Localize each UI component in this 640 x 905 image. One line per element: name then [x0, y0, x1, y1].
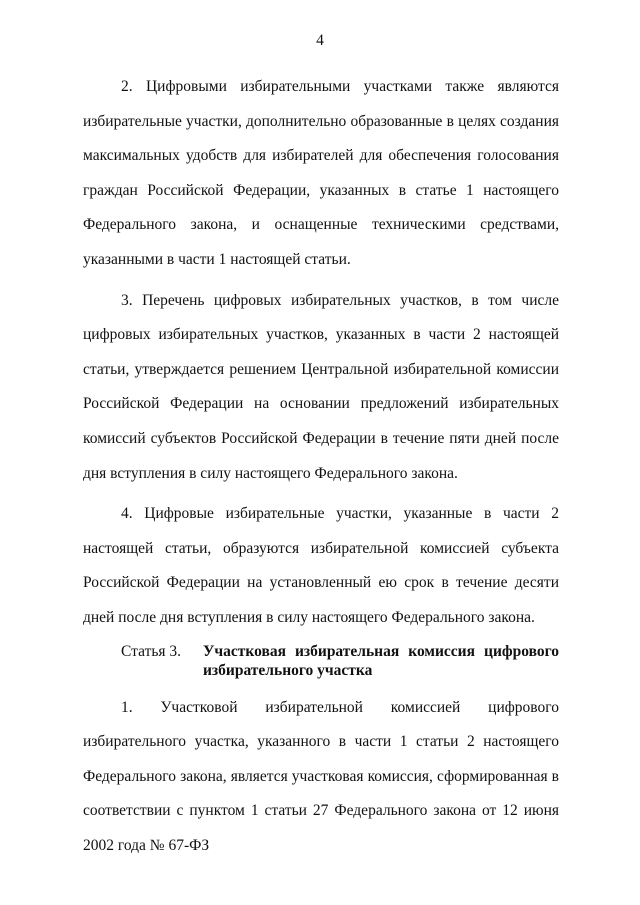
page-number: 4 [316, 32, 324, 49]
paragraph-3: 3. Перечень цифровых избирательных участков, в том числе цифровых избирательных участков, указанных в части 2 настоящей статьи, утверждается решением Центральной избирательной комиссии Российской Федерации на основании предложений избирательных комиссий субъектов Российской Федерации в течение пяти дней после дня вступления в силу настоящего Федерального закона. [83, 291, 559, 482]
article-paragraph-1: 1. Участковой избирательной комиссией цифрового избирательного участка, указанного в части 1 статьи 2 настоящего Федерального закона, является участковая комиссия, сформированная в соответствии с пунктом 1 статьи 27 Федерального закона от 12 июня 2002 года № 67-ФЗ [83, 698, 559, 854]
paragraph-4: 4. Цифровые избирательные участки, указанные в части 2 настоящей статьи, образуются избирательной комиссией субъекта Российской Федерации на установленный ею срок в течение десяти дней после дня вступления в силу настоящего Федерального закона. [83, 505, 559, 626]
article-label: Статья 3. [121, 642, 182, 660]
document-body [83, 70, 559, 869]
article-title: Участковая избирательная комиссия цифрового избирательного участка [203, 642, 559, 679]
paragraph-2: 2. Цифровыми избирательными участками также являются избирательные участки, дополнительно образованные в целях создания максимальных удобств для избирателей для обеспечения голосования граждан Российской Федерации, указанных в статье 1 настоящего Федерального закона, и оснащенные техническими средствами, указанными в части 1 настоящей статьи. [83, 78, 559, 268]
article-heading [83, 642, 559, 680]
